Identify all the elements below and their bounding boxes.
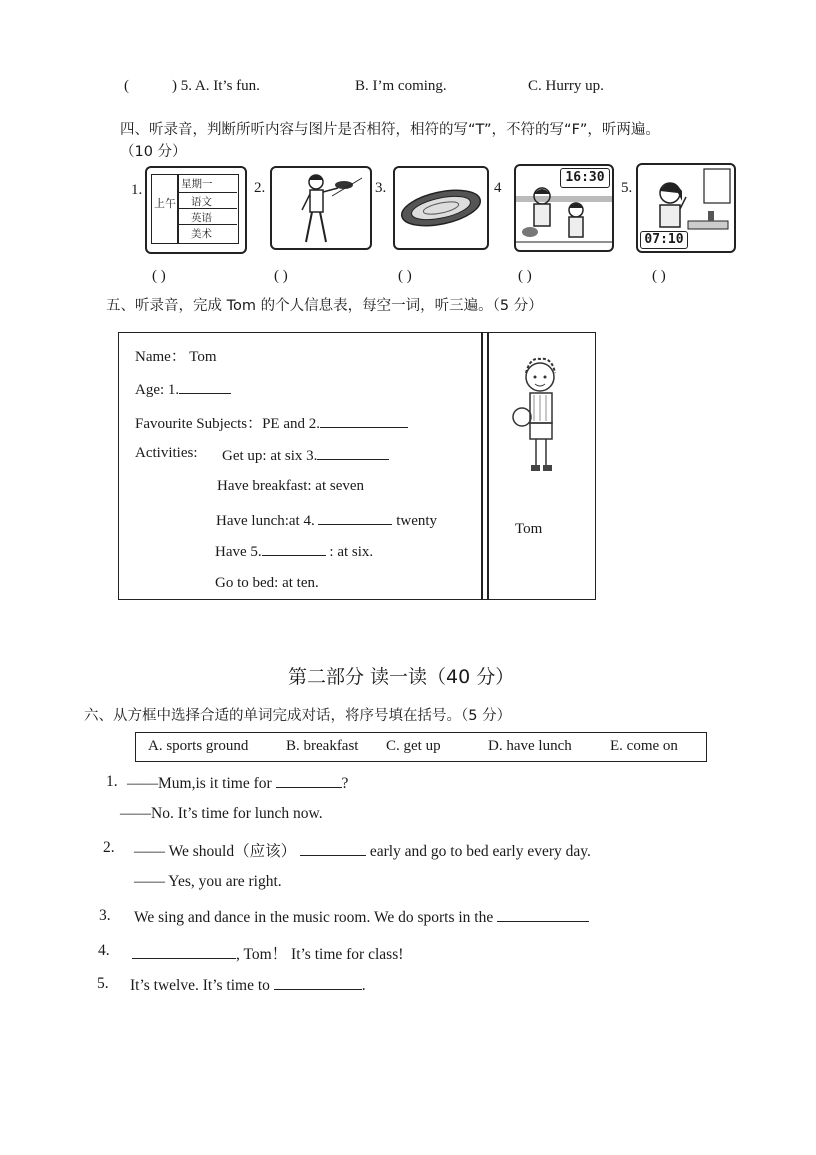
info-have5: Have 5. : at six. — [215, 541, 373, 561]
q1-line-b: ——No. It’s time for lunch now. — [120, 805, 323, 822]
q2-line-a: —— We should（应该） early and go to bed early every day. — [134, 843, 591, 860]
q1-number: 1. — [106, 773, 118, 790]
q3-line: We sing and dance in the music room. We do sports in the — [134, 907, 589, 927]
q3-number: 3. — [99, 907, 111, 924]
q4-number: 4. — [98, 942, 110, 959]
q5-blank[interactable] — [274, 975, 362, 990]
tom-caption: Tom — [515, 521, 543, 537]
section4-score: （10 分） — [120, 144, 187, 160]
q1-line-a: ——Mum,is it time for ? — [127, 775, 349, 792]
section4-heading: 四、听录音，判断所听内容与图片是否相符，相符的写“T”，不符的写“F”，听两遍。 — [120, 122, 660, 138]
info-subjects: Favourite Subjects：PE and 2. — [135, 412, 408, 433]
q5-number: 5. — [97, 975, 109, 992]
q3-blank[interactable] — [497, 907, 589, 922]
digital-clock-1630: 16:30 — [560, 168, 610, 188]
option-a: A. sports ground — [148, 738, 249, 754]
subjects-blank[interactable] — [320, 413, 408, 428]
pic-number-3: 3. — [375, 180, 387, 196]
info-getup: Get up: at six 3. — [222, 445, 389, 465]
tom-figure-icon — [504, 355, 574, 483]
timetable-row-1: 星期一 — [181, 178, 213, 190]
info-bed: Go to bed: at ten. — [215, 575, 319, 591]
have5-blank[interactable] — [262, 541, 326, 556]
answer-paren-1[interactable]: ( ) — [152, 268, 166, 284]
pic-number-4: 4 — [494, 180, 502, 196]
running-track-icon — [395, 168, 487, 248]
timetable-row-4: 美术 — [191, 228, 212, 240]
timetable-row-3: 英语 — [191, 212, 212, 224]
violin-player-icon — [272, 168, 370, 248]
pic-number-5: 5. — [621, 180, 633, 196]
sports-ground-picture — [393, 166, 489, 250]
age-blank[interactable] — [179, 379, 231, 394]
kids-clock-picture — [514, 164, 614, 252]
q1-blank[interactable] — [276, 773, 342, 788]
info-name: Name： Tom — [135, 349, 217, 365]
q2-blank[interactable] — [300, 841, 366, 856]
option-b: B. breakfast — [286, 738, 359, 754]
digital-clock-0710: 07:10 — [640, 231, 688, 249]
timetable-picture — [145, 166, 247, 254]
info-breakfast: Have breakfast: at seven — [217, 478, 365, 494]
section6-heading: 六、从方框中选择合适的单词完成对话，将序号填在括号。（5 分） — [84, 708, 512, 724]
q2-number: 2. — [103, 839, 115, 856]
lunch-blank[interactable] — [318, 510, 392, 525]
tom-info-table — [118, 332, 596, 600]
part2-title: 第二部分 读一读（40 分） — [288, 666, 515, 688]
pic-number-2: 2. — [254, 180, 266, 196]
word-options-box — [135, 732, 707, 762]
q4-line: , Tom！ It’s time for class! — [132, 942, 403, 964]
section5-heading: 五、听录音，完成 Tom 的个人信息表，每空一词，听三遍。（5 分） — [106, 298, 543, 314]
option-e: E. come on — [610, 738, 678, 754]
item5-option-c: C. Hurry up. — [528, 78, 604, 94]
answer-paren-5[interactable]: ( ) — [652, 268, 666, 284]
option-c: C. get up — [386, 738, 441, 754]
violin-picture — [270, 166, 372, 250]
info-age: Age: 1. — [135, 379, 231, 399]
answer-paren-3[interactable]: ( ) — [398, 268, 412, 284]
answer-paren-2[interactable]: ( ) — [274, 268, 288, 284]
q2-line-b: —— Yes, you are right. — [134, 873, 282, 890]
top-paren: ( — [124, 78, 129, 94]
q4-blank[interactable] — [132, 944, 236, 959]
item5-option-a: ) 5. A. It’s fun. — [172, 78, 260, 94]
timetable-row-2: 语文 — [191, 196, 212, 208]
timetable-side: 上午 — [154, 197, 176, 210]
answer-paren-4[interactable]: ( ) — [518, 268, 532, 284]
item5-option-b: B. I’m coming. — [355, 78, 447, 94]
q5-line: It’s twelve. It’s time to . — [130, 977, 366, 994]
getup-blank[interactable] — [317, 445, 389, 460]
brushing-teeth-picture — [636, 163, 736, 253]
info-activities-label: Activities: — [135, 445, 198, 461]
info-lunch: Have lunch:at 4. twenty — [216, 510, 437, 530]
pic-number-1: 1. — [131, 182, 143, 198]
option-d: D. have lunch — [488, 738, 572, 754]
